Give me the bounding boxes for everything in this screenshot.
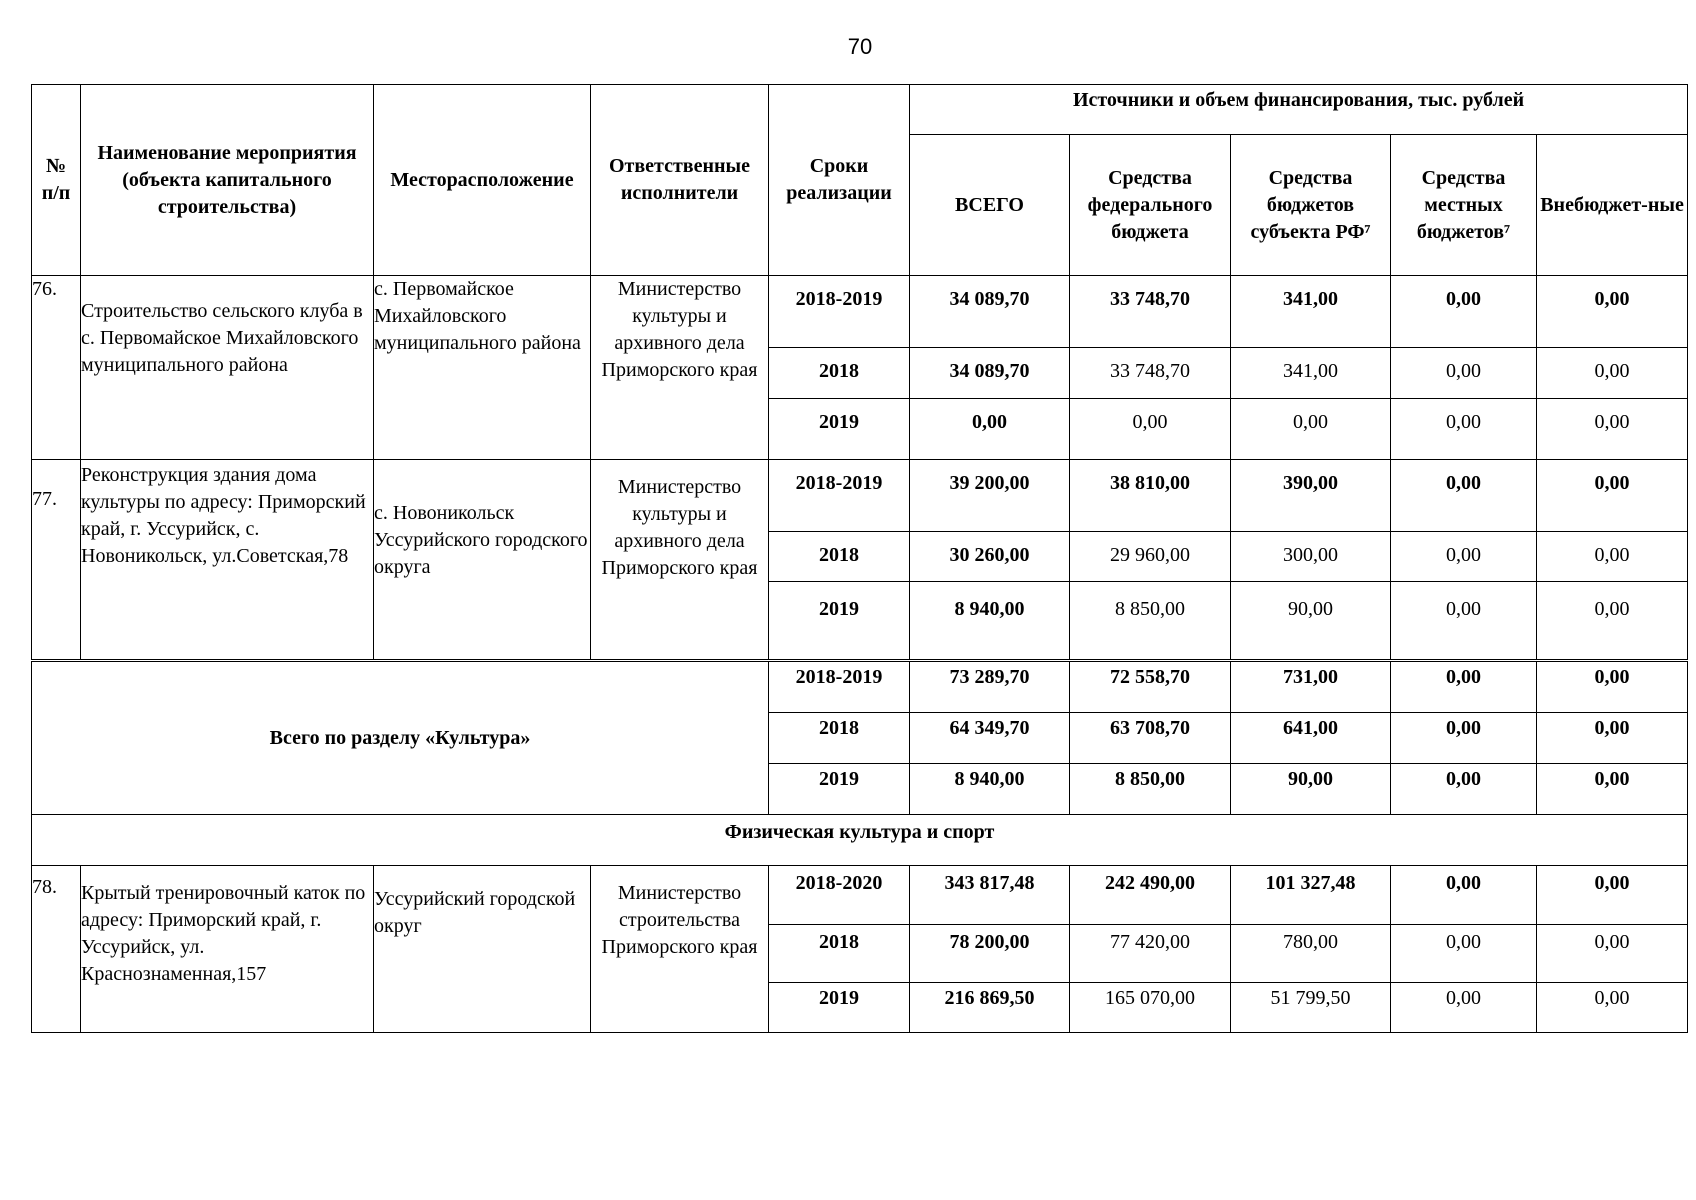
project-name: Реконструкция здания дома культуры по адресу: Приморский край, г. Уссурийск, с. Новоникольск, ул.Советская,78 (81, 460, 374, 660)
period: 2018 (769, 348, 910, 399)
total: 39 200,00 (910, 460, 1070, 532)
extra: 0,00 (1537, 532, 1688, 582)
federal: 29 960,00 (1070, 532, 1231, 582)
period: 2019 (769, 764, 910, 815)
federal: 63 708,70 (1070, 713, 1231, 764)
header-responsible: Ответственные исполнители (591, 85, 769, 276)
section-total-table (31, 661, 1688, 866)
total: 30 260,00 (910, 532, 1070, 582)
header-period: Сроки реализации (769, 85, 910, 276)
subject: 390,00 (1231, 460, 1391, 532)
period: 2018-2020 (769, 866, 910, 925)
total: 0,00 (910, 399, 1070, 460)
federal: 33 748,70 (1070, 348, 1231, 399)
local: 0,00 (1391, 460, 1537, 532)
project-responsible: Министерство культуры и архивного дела Приморского края (591, 276, 769, 460)
extra: 0,00 (1537, 713, 1688, 764)
local: 0,00 (1391, 983, 1537, 1033)
extra: 0,00 (1537, 399, 1688, 460)
subject: 780,00 (1231, 925, 1391, 983)
total: 34 089,70 (910, 348, 1070, 399)
subject: 90,00 (1231, 582, 1391, 660)
period: 2018 (769, 532, 910, 582)
subject: 341,00 (1231, 348, 1391, 399)
header-federal: Средства федерального бюджета (1070, 135, 1231, 276)
header-location: Месторасположение (374, 85, 591, 276)
extra: 0,00 (1537, 348, 1688, 399)
total: 216 869,50 (910, 983, 1070, 1033)
extra: 0,00 (1537, 582, 1688, 660)
federal: 72 558,70 (1070, 662, 1231, 713)
header-num: № п/п (32, 85, 81, 276)
header-funding: Источники и объем финансирования, тыс. рублей (910, 85, 1688, 135)
extra: 0,00 (1537, 276, 1688, 348)
header-name: Наименование мероприятия (объекта капитального строительства) (81, 85, 374, 276)
total: 8 940,00 (910, 582, 1070, 660)
local: 0,00 (1391, 925, 1537, 983)
project-location: с. Первомайское Михайловского муниципального района (374, 276, 591, 460)
total: 73 289,70 (910, 662, 1070, 713)
extra: 0,00 (1537, 866, 1688, 925)
header-total: ВСЕГО (910, 135, 1070, 276)
header-extra: Внебюджет-ные (1537, 135, 1688, 276)
row-number: 77. (32, 460, 81, 660)
header-subject: Средства бюджетов субъекта РФ⁷ (1231, 135, 1391, 276)
period: 2018 (769, 713, 910, 764)
subject: 90,00 (1231, 764, 1391, 815)
federal: 38 810,00 (1070, 460, 1231, 532)
project-location: с. Новоникольск Уссурийского городского округа (374, 460, 591, 660)
period: 2018-2019 (769, 276, 910, 348)
total: 78 200,00 (910, 925, 1070, 983)
project-name: Крытый тренировочный каток по адресу: Приморский край, г. Уссурийск, ул. Краснознаменная,157 (81, 866, 374, 1033)
period: 2019 (769, 399, 910, 460)
total: 343 817,48 (910, 866, 1070, 925)
table-row (32, 276, 1688, 348)
subject: 341,00 (1231, 276, 1391, 348)
project-responsible: Министерство культуры и архивного дела Приморского края (591, 460, 769, 660)
local: 0,00 (1391, 713, 1537, 764)
extra: 0,00 (1537, 662, 1688, 713)
subject: 51 799,50 (1231, 983, 1391, 1033)
period: 2018 (769, 925, 910, 983)
row-number: 78. (32, 866, 81, 1033)
subject: 641,00 (1231, 713, 1391, 764)
federal: 8 850,00 (1070, 582, 1231, 660)
extra: 0,00 (1537, 764, 1688, 815)
page-number: 70 (847, 34, 873, 59)
local: 0,00 (1391, 348, 1537, 399)
section-total-label: Всего по разделу «Культура» (32, 662, 769, 815)
local: 0,00 (1391, 399, 1537, 460)
project-responsible: Министерство строительства Приморского края (591, 866, 769, 1033)
header-local: Средства местных бюджетов⁷ (1391, 135, 1537, 276)
table-row (32, 866, 1688, 925)
subject: 101 327,48 (1231, 866, 1391, 925)
subject: 731,00 (1231, 662, 1391, 713)
extra: 0,00 (1537, 983, 1688, 1033)
project-name: Строительство сельского клуба в с. Первомайское Михайловского муниципального района (81, 276, 374, 460)
section-total-row (32, 662, 1688, 713)
local: 0,00 (1391, 866, 1537, 925)
federal: 8 850,00 (1070, 764, 1231, 815)
subject: 300,00 (1231, 532, 1391, 582)
project-78-table (31, 865, 1688, 1033)
row-number: 76. (32, 276, 81, 460)
extra: 0,00 (1537, 460, 1688, 532)
federal: 0,00 (1070, 399, 1231, 460)
total: 34 089,70 (910, 276, 1070, 348)
subsection-row (32, 815, 1688, 866)
local: 0,00 (1391, 582, 1537, 660)
table-row (32, 460, 1688, 532)
header-row-1 (32, 85, 1688, 135)
total: 64 349,70 (910, 713, 1070, 764)
subsection-title: Физическая культура и спорт (32, 815, 1688, 866)
funding-table (31, 84, 1688, 660)
local: 0,00 (1391, 764, 1537, 815)
federal: 165 070,00 (1070, 983, 1231, 1033)
project-location: Уссурийский городской округ (374, 866, 591, 1033)
period: 2019 (769, 983, 910, 1033)
subject: 0,00 (1231, 399, 1391, 460)
local: 0,00 (1391, 662, 1537, 713)
period: 2018-2019 (769, 662, 910, 713)
total: 8 940,00 (910, 764, 1070, 815)
period: 2018-2019 (769, 460, 910, 532)
federal: 77 420,00 (1070, 925, 1231, 983)
federal: 33 748,70 (1070, 276, 1231, 348)
period: 2019 (769, 582, 910, 660)
federal: 242 490,00 (1070, 866, 1231, 925)
extra: 0,00 (1537, 925, 1688, 983)
local: 0,00 (1391, 276, 1537, 348)
local: 0,00 (1391, 532, 1537, 582)
